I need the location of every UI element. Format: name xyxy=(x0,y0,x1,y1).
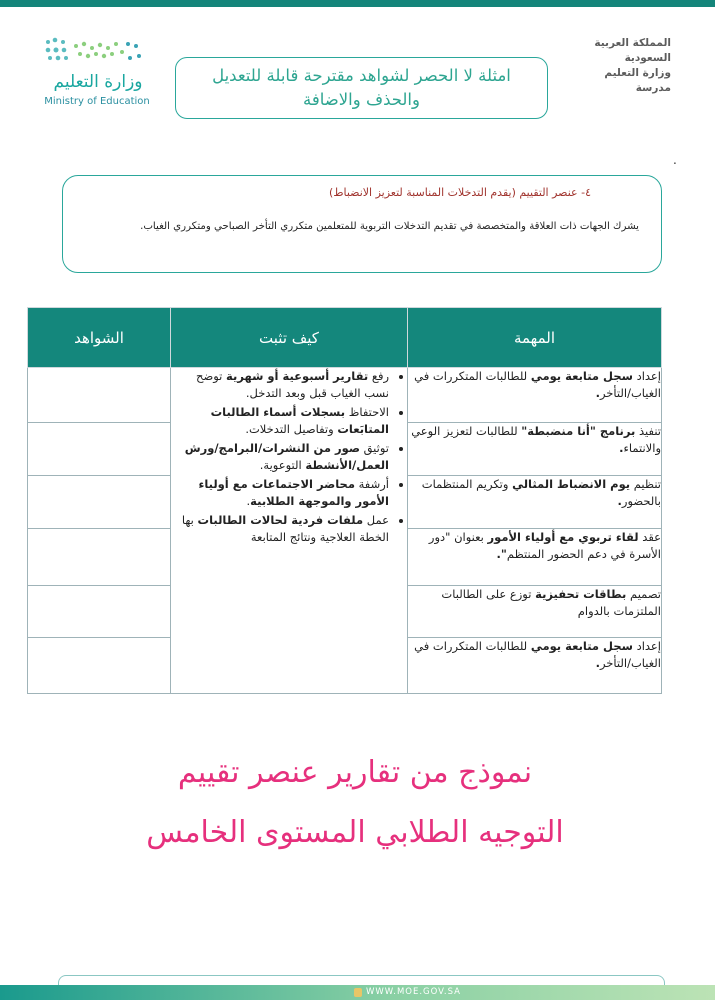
how-cell xyxy=(171,368,408,694)
list-item: • توثيق صور من النشرات/البرامج/ورش العمل/الأنشطة التوعوية. xyxy=(171,440,389,474)
footer-url[interactable]: WWW.MOE.GOV.SA xyxy=(366,987,461,997)
how-list xyxy=(171,368,407,546)
list-item: • الاحتفاظ بسجلات أسماء الطالبات المتابَعات وتفاصيل التدخلات. xyxy=(171,404,389,438)
evidence-cell[interactable] xyxy=(28,638,171,694)
task-cell: تصميم بطاقات تحفيزية توزع على الطالبات الملتزمات بالدوام xyxy=(408,586,662,638)
table-row xyxy=(28,368,662,423)
evidence-table xyxy=(27,307,662,694)
logo-dots-icon xyxy=(44,36,144,64)
school-label: مدرسة xyxy=(635,82,671,94)
task-cell: عقد لقاء تربوي مع أولياء الأمور بعنوان "دور الأسرة في دعم الحضور المنتظم". xyxy=(408,529,662,586)
watermark-line-1: نموذج من تقارير عنصر تقييم xyxy=(177,755,533,790)
task-cell: تنظيم يوم الانضباط المثالي وتكريم المنتظمات بالحضور. xyxy=(408,476,662,529)
task-cell: إعداد سجل متابعة يومي للطالبات المتكررات في الغياب/التأخر. xyxy=(408,368,662,423)
stray-dot: . xyxy=(673,153,677,167)
table-header-row xyxy=(28,308,662,368)
logo-arabic-text: وزارة التعليم xyxy=(53,72,143,92)
element-description: يشرك الجهات ذات العلاقة والمتخصصة في تقديم التدخلات التربوية للمتعلمين متكرري التأخر الصباحي ومتكرري الغياب. xyxy=(140,221,639,232)
title-box xyxy=(175,57,548,119)
evidence-cell[interactable] xyxy=(28,423,171,476)
task-cell: إعداد سجل متابعة يومي للطالبات المتكررات في الغياب/التأخر. xyxy=(408,638,662,694)
header-task: المهمة xyxy=(408,308,662,368)
list-item: • أرشفة محاضر الاجتماعات مع أولياء الأمور والموجهة الطلابية. xyxy=(171,476,389,510)
element-title: ٤- عنصر التقييم (يقدم التدخلات المناسبة لتعزيز الانضباط) xyxy=(329,186,591,199)
list-item: • رفع تقارير أسبوعية أو شهرية توضح نسب الغياب قبل وبعد التدخل. xyxy=(171,368,389,402)
task-cell: تنفيذ برنامج "أنا منضبطة" للطالبات لتعزيز الوعي والانتماء. xyxy=(408,423,662,476)
title-line-1: امثلة لا الحصر لشواهد مقترحة قابلة للتعديل xyxy=(212,66,511,85)
ministry-header xyxy=(551,36,671,96)
footer-bar xyxy=(0,985,715,1000)
evidence-cell[interactable] xyxy=(28,586,171,638)
element-box xyxy=(62,175,662,273)
ministry-logo xyxy=(42,36,152,114)
evidence-cell[interactable] xyxy=(28,476,171,529)
header-how: كيف تثبت xyxy=(171,308,408,368)
watermark-line-2: التوجيه الطلابي المستوى الخامس xyxy=(146,815,564,850)
evidence-cell[interactable] xyxy=(28,529,171,586)
title-line-2: والحذف والاضافة xyxy=(303,90,420,109)
evidence-cell[interactable] xyxy=(28,368,171,423)
logo-english-text: Ministry of Education xyxy=(44,96,150,107)
list-item: • عمل ملفات فردية لحالات الطالبات بها الخطة العلاجية ونتائج المتابعة xyxy=(171,512,389,546)
top-accent-bar xyxy=(0,0,715,7)
country-name: المملكة العربية السعودية xyxy=(594,37,671,64)
ministry-name: وزارة التعليم xyxy=(604,67,671,79)
header-evidence: الشواهد xyxy=(28,308,171,368)
emblem-icon xyxy=(354,988,362,997)
